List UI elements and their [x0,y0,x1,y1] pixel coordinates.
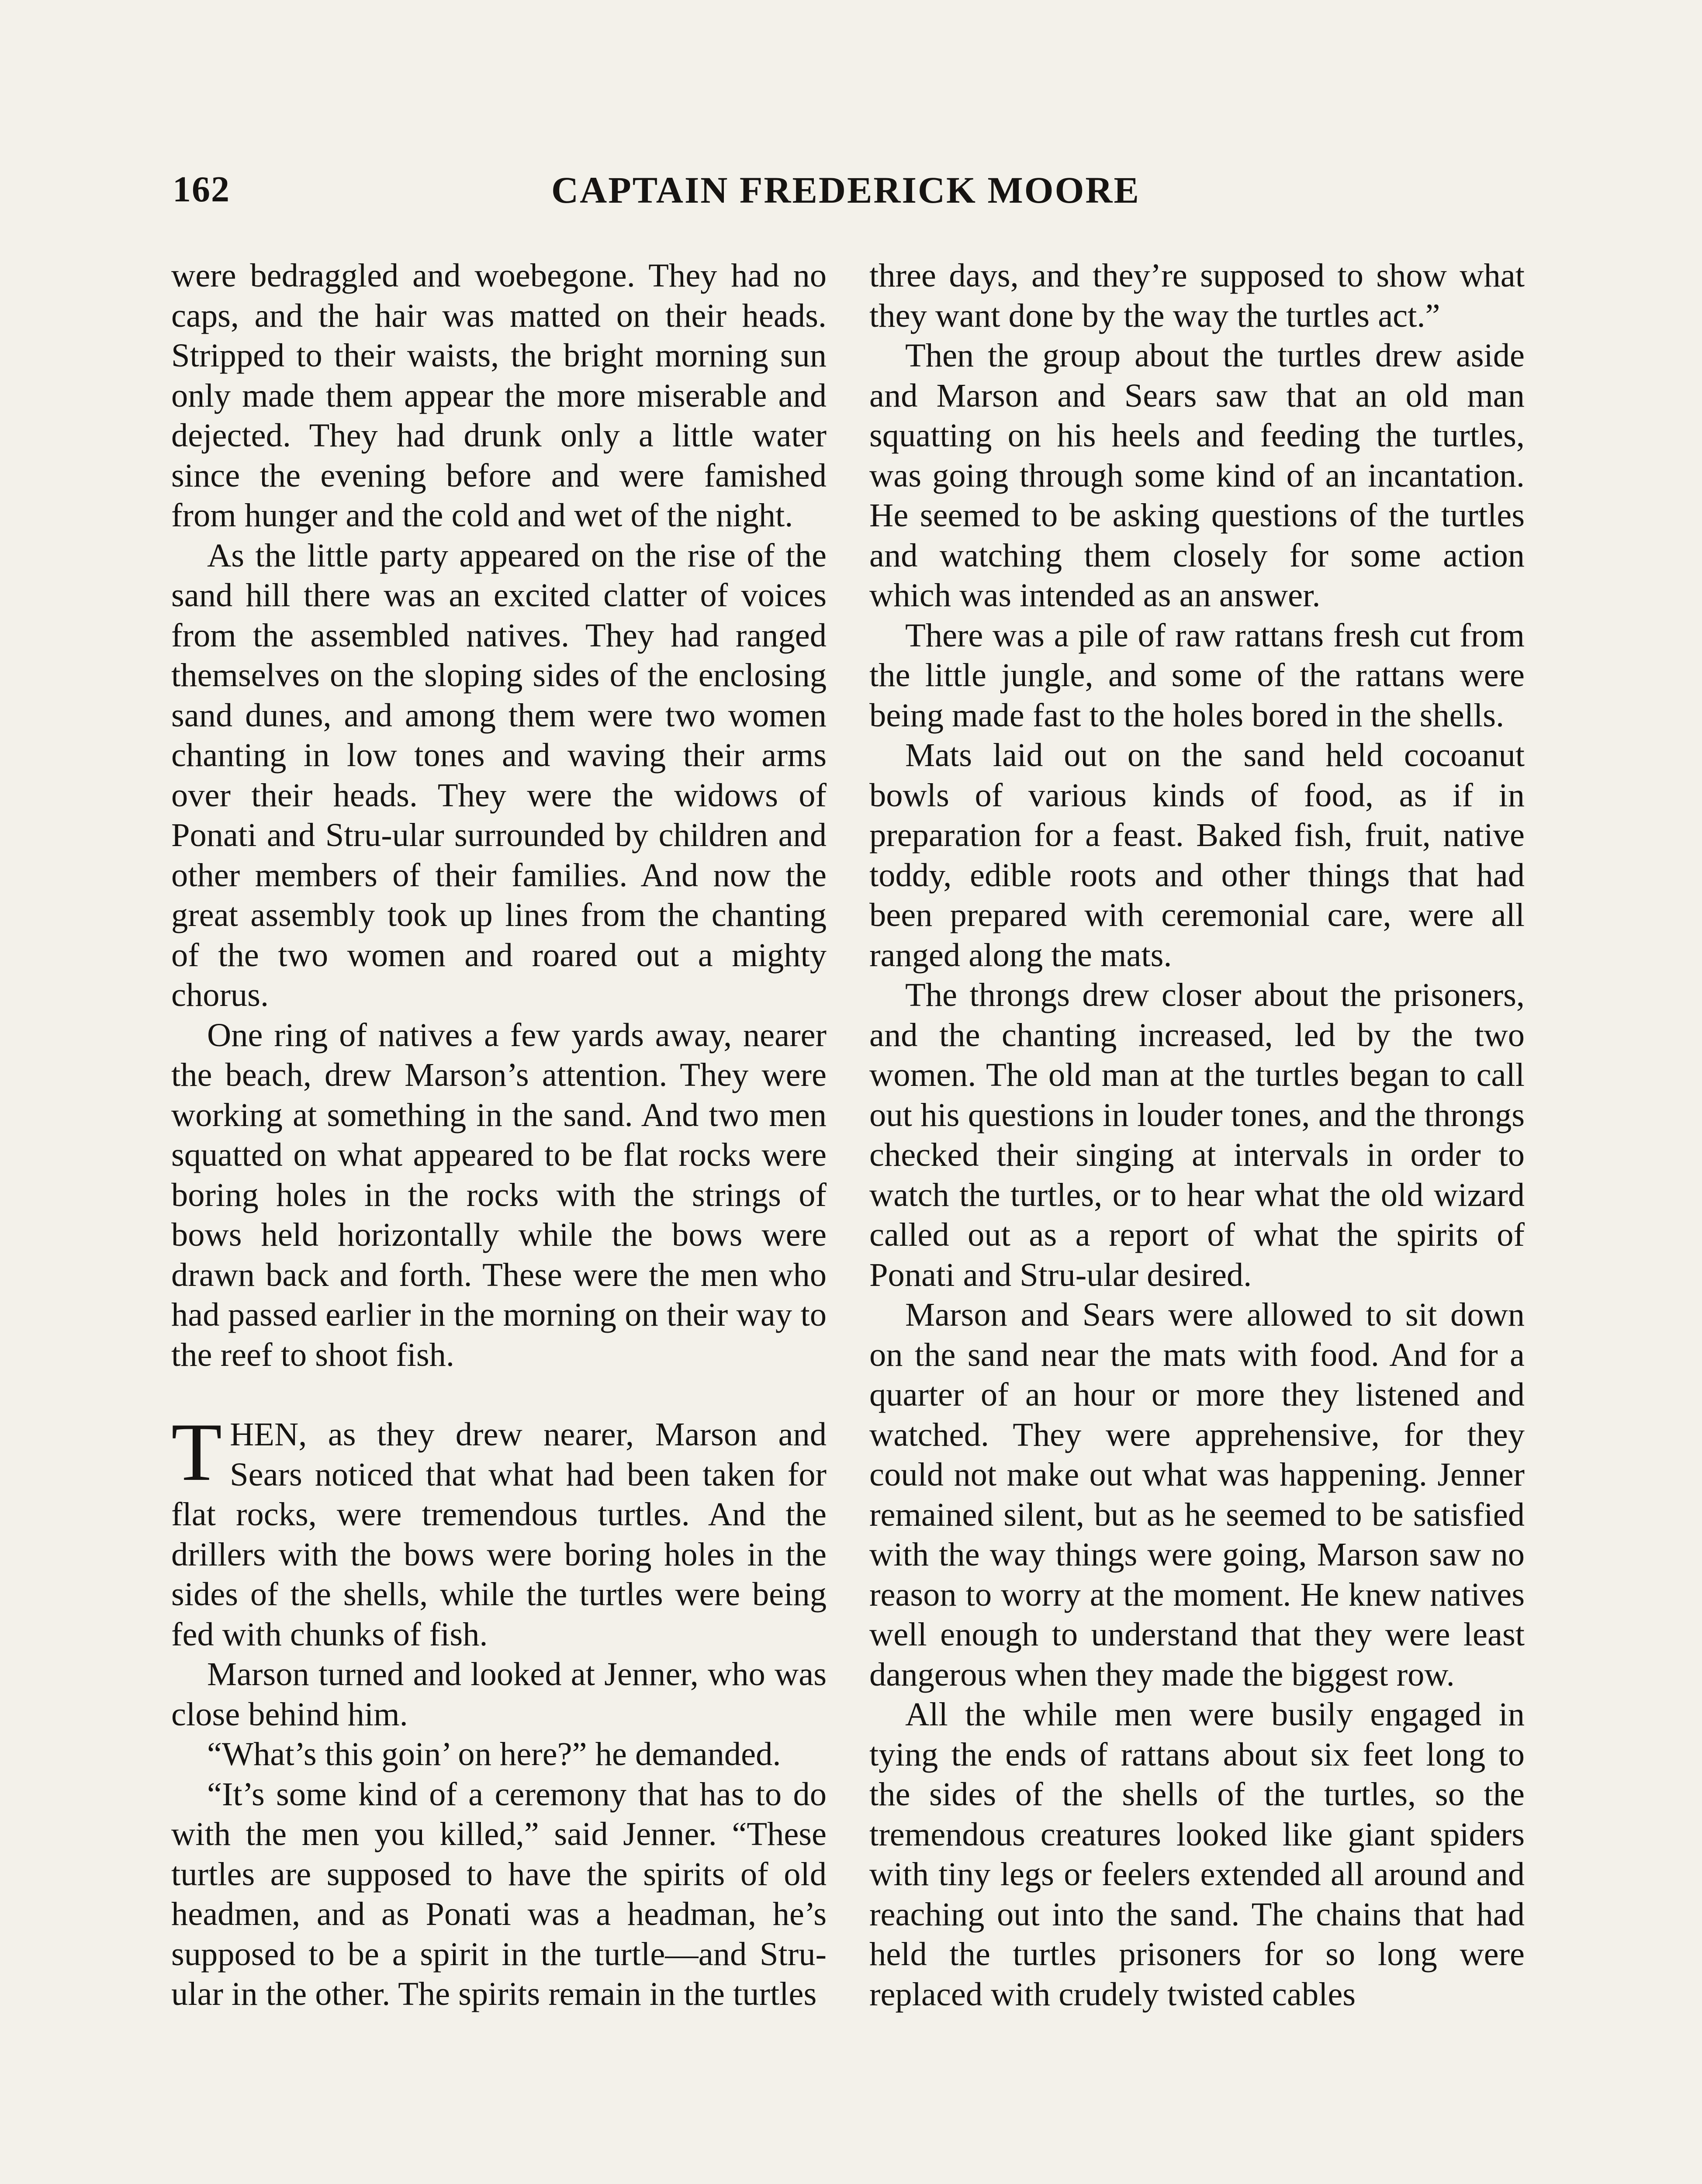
small-caps-lead: HEN, [230,1416,307,1453]
section-break [171,1375,827,1414]
running-head [0,168,1702,216]
paragraph: “What’s this goin’ on here?” he demanded. [207,1735,781,1773]
paragraph: There was a pile of raw rattans fresh cut from the little jungle, and some of the rattans were being made fast to the holes bored in the shells. [869,616,1525,734]
paragraph: Marson and Sears were allowed to sit down on the sand near the mats with food. And for a quarter of an hour or more they listened and watched. They were apprehensive, for they could not make out what was happening. Jenner remained silent, but as he seemed to be satisfied with the way things were going, Marson saw no reason to worry at the moment. He knew natives well enough to understand that they were least dangerous when they made the biggest row. [869,1296,1525,1693]
left-column [171,256,827,2014]
paragraph: Then the group about the turtles drew aside and Marson and Sears saw that an old man squatting on his heels and feeding the turtles, was going through some kind of an incantation. He seemed to be asking questions of the turtles and watching them closely for some action which was intended as an answer. [869,337,1525,614]
paragraph: All the while men were busily engaged in tying the ends of rattans about six feet long to the sides of the shells of the turtles, so the tremendous creatures looked like giant spiders with tiny legs or feelers extended all around and reaching out into the sand. The chains that had held the turtles prisoners for so long were replaced with crudely twisted cables [869,1696,1525,2013]
paragraph: One ring of natives a few yards away, nearer the beach, drew Marson’s attention. They were working at something in the sand. And two men squatted on what appeared to be flat rocks were boring holes in the rocks with the strings of bows held horizontally while the bows were drawn back and forth. These were the men who had passed earlier in the morning on their way to the reef to shoot fish. [171,1016,827,1373]
paragraph: Marson turned and looked at Jenner, who was close behind him. [171,1655,827,1733]
paragraph: As the little party appeared on the rise of the sand hill there was an excited clatter of voices from the assembled natives. They had ranged themselves on the sloping sides of the enclosing sand dunes, and among them were two women chanting in low tones and waving their arms over their heads. They were the widows of Ponati and Stru-ular surrounded by children and other members of their families. And now the great assembly took up lines from the chanting of the two women and roared out a mighty chorus. [171,536,827,1013]
right-column [869,256,1525,2014]
section-opening-paragraph [171,1406,827,1654]
running-title: CAPTAIN FREDERICK MOORE [551,169,1140,211]
page-number: 162 [173,169,230,210]
paragraph: three days, and they’re supposed to show what they want done by the way the turtles act.” [869,257,1525,334]
paragraph: “It’s some kind of a ceremony that has to do with the men you killed,” said Jenner. “These turtles are supposed to have the spirits of old headmen, and as Ponati was a headman, he’s supposed to be a spirit in the turtle—and Stru-ular in the other. The spirits remain in the turtles [171,1775,827,2012]
paragraph-text: as they drew nearer, Marson and Sears noticed that what had been taken for flat rocks, were tremendous turtles. And the drillers with the bows were boring holes in the sides of the shells, while the turtles were being fed with chunks of fish. [171,1416,827,1653]
drop-cap: T [171,1406,222,1498]
paragraph: were bedraggled and woebegone. They had no caps, and the hair was matted on their heads. Stripped to their waists, the bright morning sun only made them appear the more miserable and dejected. They had drunk only a little water since the evening before and were famished from hunger and the cold and wet of the night. [171,257,827,534]
paragraph: The throngs drew closer about the prisoners, and the chanting increased, led by the two women. The old man at the turtles began to call out his questions in louder tones, and the throngs checked their singing at intervals in order to watch the turtles, or to hear what the old wizard called out as a report of what the spirits of Ponati and Stru-ular desired. [869,976,1525,1293]
paragraph: Mats laid out on the sand held cocoanut bowls of various kinds of food, as if in preparation for a feast. Baked fish, fruit, native toddy, edible roots and other things that had been prepared with ceremonial care, were all ranged along the mats. [869,736,1525,974]
